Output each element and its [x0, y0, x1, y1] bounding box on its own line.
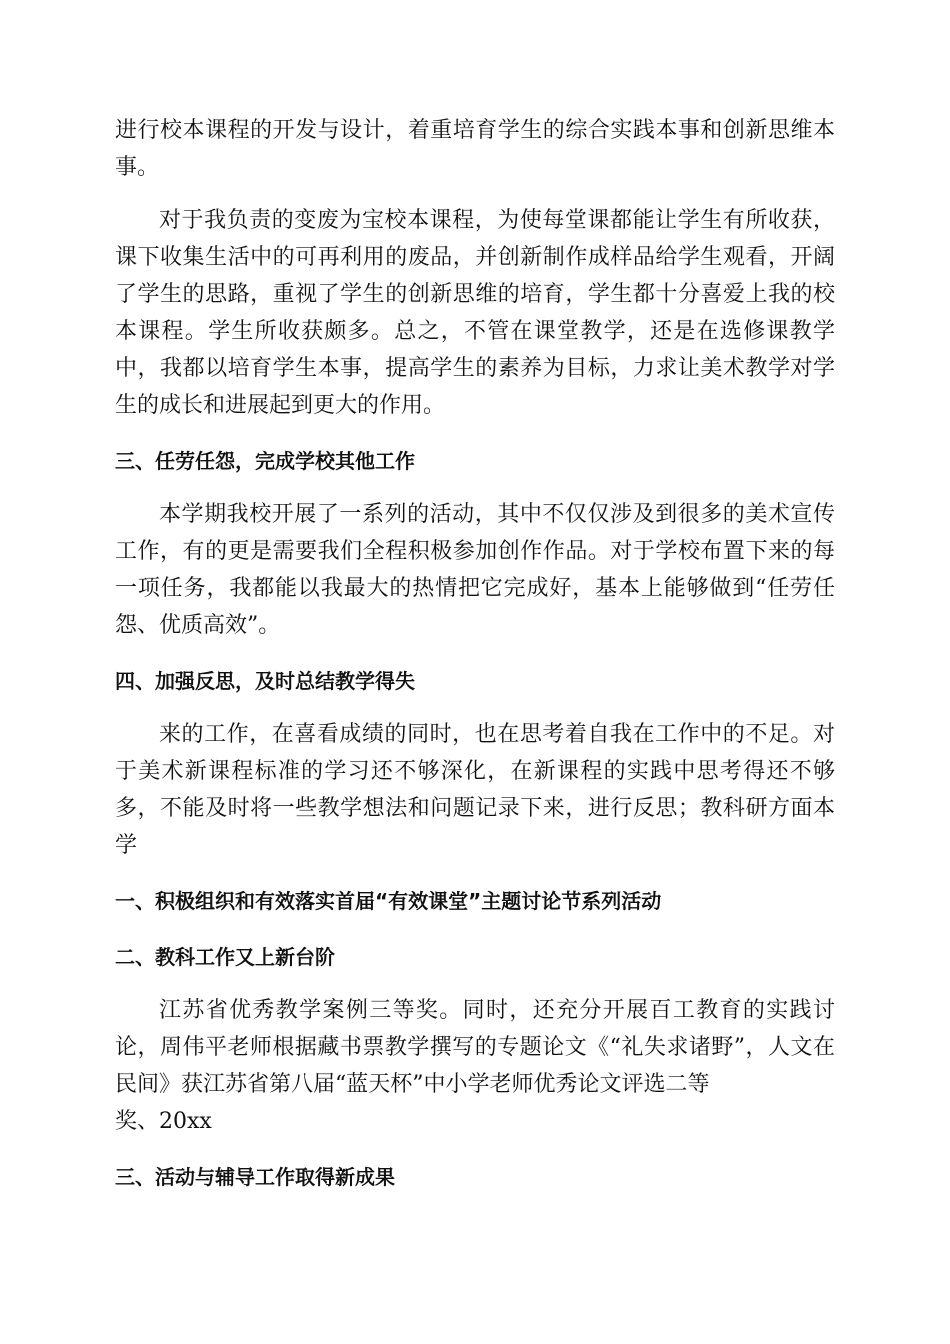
- heading-other-work: 三、任劳任怨，完成学校其他工作: [115, 449, 415, 473]
- paragraph-recycling-course: 对于我负责的变废为宝校本课程，为使每堂课都能让学生有所收获，课下收集生活中的可再利用的废品，并创新制作成样品给学生观看，开阔了学生的思路，重视了学生的创新思维的培育，学生都十分喜爱上我的校本课程。学生所收获颇多。总之，不管在课堂教学，还是在选修课教学中，我都以培育学生本事，提高学生的素养为目标，力求让美术教学对学生的成长和进展起到更大的作用。: [115, 208, 835, 418]
- paragraph-awards: 江苏省优秀教学案例三等奖。同时，还充分开展百工教育的实践讨论，周伟平老师根据藏书票教学撰写的专题论文《“礼失求诸野”，人文在民间》获江苏省第八届“蓝天杯”中小学老师优秀论文评选二等: [115, 998, 835, 1097]
- paragraph-course-design: 进行校本课程的开发与设计，着重培育学生的综合实践本事和创新思维本事。: [115, 118, 835, 180]
- heading-research-work: 二、教科工作又上新台阶: [115, 945, 335, 969]
- paragraph-shortcomings: 来的工作，在喜看成绩的同时，也在思考着自我在工作中的不足。对于美术新课程标准的学习还不够深化，在新课程的实践中思考得还不够多，不能及时将一些教学想法和问题记录下来，进行反思；教科研方面本学: [115, 722, 835, 858]
- paragraph-school-activities: 本学期我校开展了一系列的活动，其中不仅仅涉及到很多的美术宣传工作，有的更是需要我们全程积极参加创作作品。对于学校布置下来的每一项任务，我都能以我最大的热情把它完成好，基本上能够做到“任劳任怨、优质高效”。: [115, 502, 835, 638]
- heading-activities-results: 三、活动与辅导工作取得新成果: [115, 1165, 395, 1189]
- heading-effective-classroom: 一、积极组织和有效落实首届“有效课堂”主题讨论节系列活动: [115, 889, 662, 913]
- document-page: [115, 112, 835, 1196]
- heading-reflection: 四、加强反思，及时总结教学得失: [115, 669, 415, 693]
- paragraph-awards-continued: 奖、20xx: [115, 1109, 212, 1134]
